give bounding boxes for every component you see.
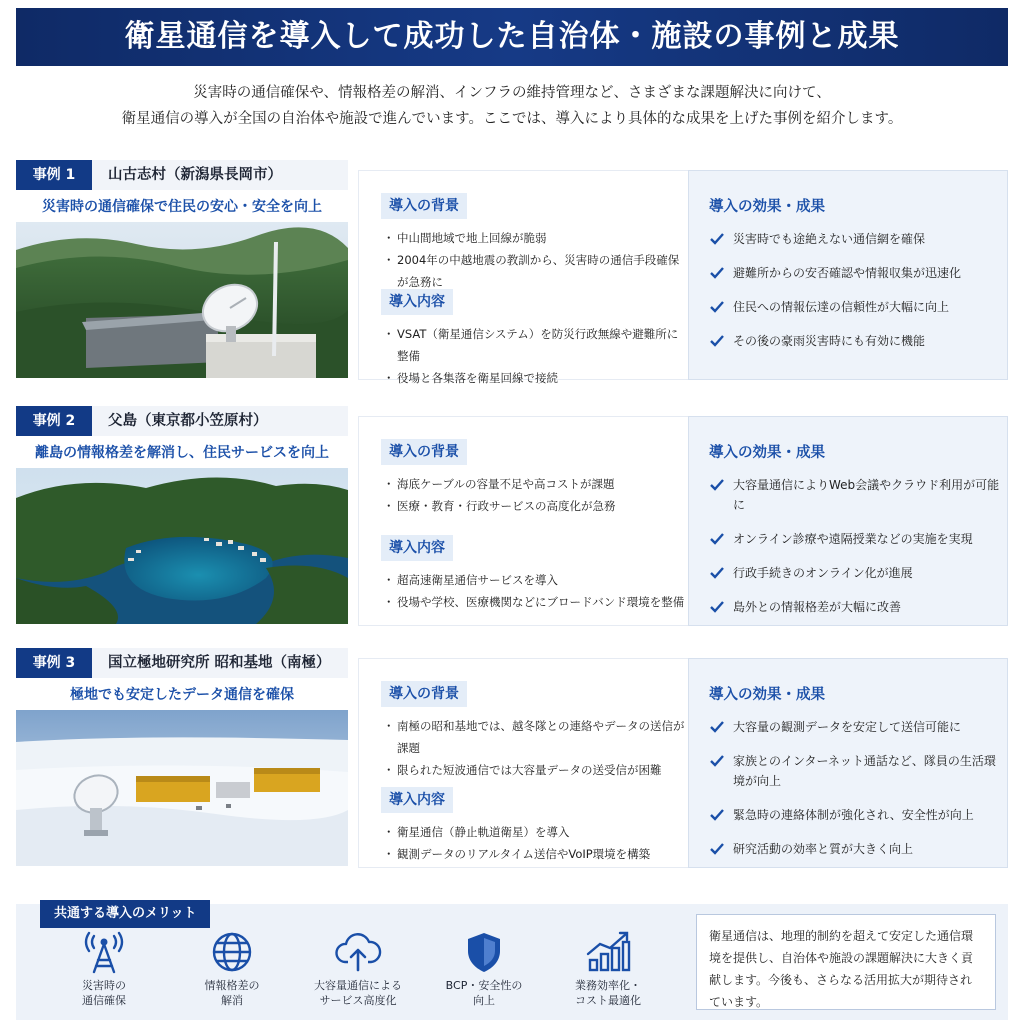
- case-1-effects: [688, 170, 1008, 380]
- effect-text: オンライン診療や遠隔授業などの実施を実現: [733, 532, 973, 546]
- effects-list: [709, 475, 1005, 631]
- island-bay-aerial-photo: [16, 468, 348, 624]
- effects-list: [709, 229, 1005, 365]
- checkmark-icon: [709, 753, 725, 769]
- checkmark-icon: [709, 265, 725, 281]
- content-list: [385, 323, 685, 389]
- background-list: [385, 473, 685, 517]
- merit-label: 情報格差の 解消: [204, 979, 260, 1007]
- list-item: ・ VSAT（衛星通信システム）を防災行政無線や避難所に整備: [385, 323, 685, 367]
- case-name: 国立極地研究所 昭和基地（南極）: [108, 655, 331, 671]
- merit-label: 大容量通信による サービス高度化: [314, 979, 402, 1007]
- effect-item: [709, 297, 1005, 317]
- content-heading: 導入内容: [381, 289, 453, 315]
- case-subtitle: 極地でも安定したデータ通信を確保: [70, 687, 294, 703]
- case-section-2: [16, 406, 1008, 628]
- case-name: 山古志村（新潟県長岡市）: [108, 167, 282, 183]
- merit-item-efficiency: [548, 930, 668, 1008]
- case-tag: 事例 3: [16, 648, 92, 678]
- effect-item: [709, 597, 1005, 617]
- common-merits-panel: [16, 904, 1008, 1020]
- merit-label: 災害時の 通信確保: [82, 979, 126, 1007]
- checkmark-icon: [709, 531, 725, 547]
- effect-text: 家族とのインターネット通話など、隊員の生活環境が向上: [733, 754, 996, 788]
- case-3-details: [358, 658, 688, 868]
- list-item: ・ 中山間地域で地上回線が脆弱: [385, 227, 685, 249]
- background-heading: 導入の背景: [381, 681, 467, 707]
- page-title: 衛星通信を導入して成功した自治体・施設の事例と成果: [16, 8, 1008, 66]
- effects-list: [709, 717, 1005, 873]
- effect-item: [709, 475, 1005, 515]
- checkmark-icon: [709, 231, 725, 247]
- checkmark-icon: [709, 299, 725, 315]
- case-tag: 事例 2: [16, 406, 92, 436]
- intro-line-2: 衛星通信の導入が全国の自治体や施設で進んでいます。ここでは、導入により具体的な成果を上げた事例を紹介します。: [121, 111, 903, 127]
- checkmark-icon: [709, 841, 725, 857]
- case-name-bg: [92, 160, 348, 190]
- antenna-tower-icon: [82, 930, 126, 974]
- list-item: ・ 海底ケーブルの容量不足や高コストが課題: [385, 473, 685, 495]
- background-list: [385, 227, 685, 293]
- content-heading: 導入内容: [381, 535, 453, 561]
- effect-text: 住民への情報伝達の信頼性が大幅に向上: [733, 300, 950, 314]
- checkmark-icon: [709, 565, 725, 581]
- merit-item-bcp-safety: [424, 930, 544, 1008]
- background-heading: 導入の背景: [381, 193, 467, 219]
- case-3-effects: [688, 658, 1008, 868]
- effect-item: [709, 529, 1005, 549]
- effect-text: 大容量の観測データを安定して送信可能に: [733, 720, 962, 734]
- effect-item: [709, 563, 1005, 583]
- case-name-bg: [92, 406, 348, 436]
- effect-text: 島外との情報格差が大幅に改善: [733, 600, 902, 614]
- effect-text: 大容量通信によりWeb会議やクラウド利用が可能に: [733, 478, 1000, 512]
- merits-title: 共通する導入のメリット: [40, 900, 210, 928]
- case-subtitle: 災害時の通信確保で住民の安心・安全を向上: [42, 199, 322, 215]
- effects-heading: 導入の効果・成果: [709, 687, 825, 703]
- checkmark-icon: [709, 599, 725, 615]
- list-item: ・ 超高速衛星通信サービスを導入: [385, 569, 685, 591]
- effects-heading: 導入の効果・成果: [709, 199, 825, 215]
- summary-box: 衛星通信は、地理的制約を超えて安定した通信環境を提供し、自治体や施設の課題解決に大きく貢献します。今後も、さらなる活用拡大が期待されています。: [696, 914, 996, 1010]
- list-item: ・ 役場と各集落を衛星回線で接続: [385, 367, 685, 389]
- list-item: ・ 観測データのリアルタイム送信やVoIP環境を構築: [385, 843, 685, 865]
- case-2-details: [358, 416, 688, 626]
- shield-icon: [462, 930, 506, 974]
- cloud-upload-icon: [334, 930, 382, 974]
- merit-item-disaster-comms: [44, 930, 164, 1008]
- checkmark-icon: [709, 719, 725, 735]
- intro-text: [40, 80, 984, 132]
- background-heading: 導入の背景: [381, 439, 467, 465]
- effect-item: [709, 839, 1005, 859]
- content-heading: 導入内容: [381, 787, 453, 813]
- effect-text: 避難所からの安否確認や情報収集が迅速化: [733, 266, 962, 280]
- globe-icon: [210, 930, 254, 974]
- case-name: 父島（東京都小笠原村）: [108, 413, 268, 429]
- merit-label: 業務効率化・ コスト最適化: [575, 979, 641, 1007]
- merit-item-service-upgrade: [298, 930, 418, 1008]
- list-item: ・ 2004年の中越地震の教訓から、災害時の通信手段確保が急務に: [385, 249, 685, 293]
- case-tag: 事例 1: [16, 160, 92, 190]
- merit-item-digital-divide: [172, 930, 292, 1008]
- effect-item: [709, 805, 1005, 825]
- checkmark-icon: [709, 333, 725, 349]
- content-list: [385, 821, 685, 865]
- merit-label: BCP・安全性の 向上: [445, 979, 523, 1007]
- content-list: [385, 569, 685, 613]
- case-section-1: [16, 160, 1008, 385]
- case-name-bg: [92, 648, 348, 678]
- effect-text: その後の豪雨災害時にも有効に機能: [733, 334, 926, 348]
- list-item: ・ 役場や学校、医療機関などにブロードバンド環境を整備: [385, 591, 685, 613]
- effect-item: [709, 229, 1005, 249]
- mountain-village-satellite-dish-photo: [16, 222, 348, 378]
- case-1-details: [358, 170, 688, 385]
- intro-line-1: 災害時の通信確保や、情報格差の解消、インフラの維持管理など、さまざまな課題解決に向けて、: [193, 85, 831, 101]
- case-2-effects: [688, 416, 1008, 626]
- effect-item: [709, 717, 1005, 737]
- case-section-3: [16, 648, 1008, 870]
- effect-text: 災害時でも途絶えない通信網を確保: [733, 232, 926, 246]
- effect-item: [709, 751, 1005, 791]
- list-item: ・ 衛星通信（静止軌道衛星）を導入: [385, 821, 685, 843]
- effect-text: 緊急時の連絡体制が強化され、安全性が向上: [733, 808, 974, 822]
- list-item: ・ 限られた短波通信では大容量データの送受信が困難: [385, 759, 685, 781]
- list-item: ・ 医療・教育・行政サービスの高度化が急務: [385, 495, 685, 517]
- effect-text: 行政手続きのオンライン化が進展: [733, 566, 913, 580]
- effect-item: [709, 263, 1005, 283]
- list-item: ・ 南極の昭和基地では、越冬隊との連絡やデータの送信が課題: [385, 715, 685, 759]
- effect-item: [709, 331, 1005, 351]
- antarctic-base-photo: [16, 710, 348, 866]
- checkmark-icon: [709, 477, 725, 493]
- checkmark-icon: [709, 807, 725, 823]
- background-list: [385, 715, 685, 781]
- growth-chart-icon: [584, 930, 632, 974]
- effect-text: 研究活動の効率と質が大きく向上: [733, 842, 914, 856]
- case-subtitle: 離島の情報格差を解消し、住民サービスを向上: [35, 445, 329, 461]
- effects-heading: 導入の効果・成果: [709, 445, 825, 461]
